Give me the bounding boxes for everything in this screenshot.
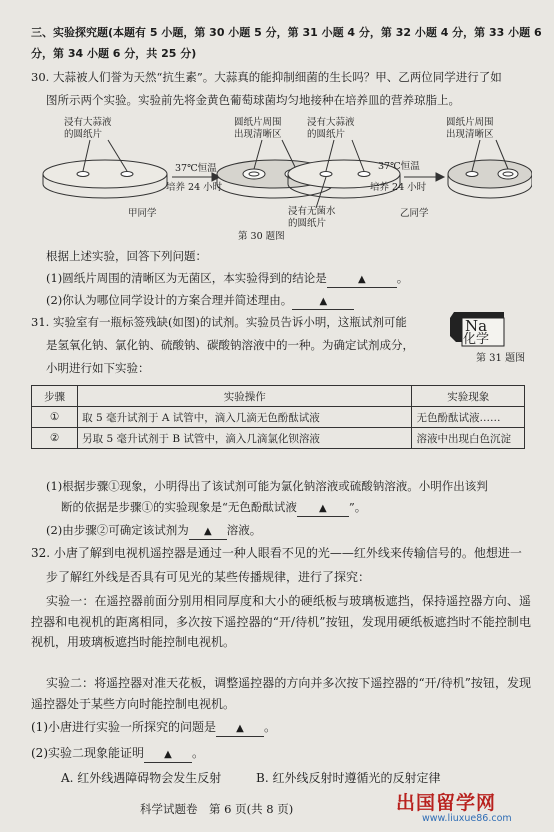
q31-figure-caption: 第 31 题图 — [476, 353, 526, 364]
petri-dish-icon — [288, 140, 400, 208]
q30-sub1: (1)圆纸片周围的清晰区为无菌区，本实验得到的结论是 ▲ 。 — [46, 271, 408, 288]
q30-figure-caption: 第 30 题图 — [238, 231, 285, 242]
q32-experiment-one: 实验一：在遥控器前面分别用相同厚度和大小的硬纸板与玻璃板遮挡，保持遥控器方向、遥控器和电视机的距离相同，多次按下遥控器的“开/待机”按钮，发现用硬纸板遮挡时不能控制电视机，用玻璃板遮挡时能控制电视机。 — [31, 594, 531, 649]
q30-sub2: (2)你认为哪位同学设计的方案合理并简述理由。 ▲ — [46, 293, 354, 310]
q31-stem-line2: 是氢氧化钠、氯化钠、硫酸钠、碳酸钠溶液中的一种。为确定试剂成分， — [46, 338, 414, 352]
label-sterile-water-1: 浸有无菌水 — [288, 206, 336, 217]
watermark-brand: 出国留学网 — [396, 792, 497, 814]
q30-stem-line1: 30. 大蒜被人们誉为天然“抗生素”。大蒜真的能抑制细菌的生长吗？甲、乙两位同学进行了如 — [31, 70, 502, 84]
table-header-cell: 实验现象 — [412, 386, 525, 407]
q30-intro: 根据上述实验，回答下列问题： — [46, 249, 207, 263]
arrow-label-temp-1: 37℃恒温 — [175, 163, 217, 174]
section-header: 三、实验探究题(本题有 5 小题，第 30 小题 5 分，第 31 小题 4 分，第 32 小题 4 分，第 33 小题 6 — [31, 26, 542, 39]
q31-experiment-table — [31, 385, 525, 449]
table-header-cell: 步骤 — [32, 386, 78, 407]
q32-sub2: (2)实验二现象能证明 ▲ 。 — [31, 746, 204, 763]
label-word-fragment: 化学 — [463, 332, 490, 347]
label-clear-zone-1: 圆纸片周围 — [234, 117, 282, 128]
q31-sub1-line1: (1)根据步骤①现象，小明得出了该试剂可能为氯化钠溶液或硫酸钠溶液。小明作出该判 — [46, 479, 488, 493]
q30-stem-line2: 图所示两个实验。实验前先将金黄色葡萄球菌均匀地接种在培养皿的营养琼脂上。 — [46, 93, 460, 107]
q32-experiment-two: 实验二：将遥控器对准天花板，调整遥控器的方向并多次按下遥控器的“开/待机”按钮，发现遥控器处于某些方向时能控制电视机。 — [31, 676, 531, 711]
answer-blank-marker: ▲ — [236, 723, 244, 734]
label-student-a: 甲同学 — [128, 208, 157, 219]
label-formula-fragment: Na — [465, 317, 488, 335]
table-row — [32, 407, 525, 428]
table-header-row — [32, 386, 525, 407]
petri-dish-icon — [43, 140, 167, 198]
q31-sub1-line2: 断的依据是步骤①的实验现象是“无色酚酞试液 ▲ ”。 — [61, 500, 366, 517]
watermark-url: www.liuxue86.com — [422, 813, 512, 824]
label-clear-zone-2b: 出现清晰区 — [446, 129, 494, 140]
table-header-cell: 实验操作 — [78, 386, 412, 407]
label-sterile-water-2: 的圆纸片 — [288, 218, 327, 229]
section-header-cont: 分，第 34 小题 6 分，共 25 分) — [31, 47, 197, 60]
label-garlic-paper-2: 的圆纸片 — [64, 129, 103, 140]
site-watermark — [396, 788, 546, 828]
q32-sub1: (1)小唐进行实验一所探究的问题是 ▲ 。 — [31, 720, 276, 737]
table-cell: 无色酚酞试液…… — [412, 407, 525, 428]
table-cell: ② — [32, 428, 78, 449]
q31-stem-line1: 31. 实验室有一瓶标签残缺(如图)的试剂。实验员告诉小明，这瓶试剂可能 — [31, 315, 407, 329]
table-cell: 溶液中出现白色沉淀 — [412, 428, 525, 449]
label-garlic-paper-1b: 浸有大蒜液 — [307, 117, 355, 128]
table-row — [32, 428, 525, 449]
arrow-label-time-2: 培养 24 小时 — [370, 182, 427, 193]
q31-sub2: (2)由步骤②可确定该试剂为 ▲ 溶液。 — [46, 523, 261, 540]
q32-option-a: A. 红外线遇障碍物会发生反射 — [61, 771, 222, 785]
table-cell: 取 5 毫升试剂于 A 试管中，滴入几滴无色酚酞试液 — [78, 407, 412, 428]
label-garlic-paper-2b: 的圆纸片 — [307, 129, 346, 140]
label-clear-zone-1b: 圆纸片周围 — [446, 117, 494, 128]
answer-blank-marker: ▲ — [357, 274, 366, 285]
q32-option-b: B. 红外线反射时遵循光的反射定律 — [256, 771, 441, 785]
arrow-label-time-1: 培养 24 小时 — [166, 182, 223, 193]
label-student-b: 乙同学 — [400, 208, 429, 219]
label-clear-zone-2: 出现清晰区 — [234, 129, 282, 140]
q31-stem-line3: 小明进行如下实验： — [46, 361, 150, 375]
q32-stem-line1: 32. 小唐了解到电视机遥控器是通过一种人眼看不见的光——红外线来传输信号的。他想进一 — [31, 546, 522, 560]
answer-blank-marker: ▲ — [203, 526, 212, 537]
q32-stem-line2: 步了解红外线是否具有可见光的某些传播规律，进行了探究： — [46, 570, 371, 584]
table-cell: 另取 5 毫升试剂于 B 试管中，滴入几滴氯化钡溶液 — [78, 428, 412, 449]
answer-blank-marker: ▲ — [319, 503, 327, 514]
arrow-label-temp-2: 37℃恒温 — [378, 161, 420, 172]
page-footer: 科学试题卷 第 6 页(共 8 页) — [140, 802, 294, 816]
table-cell: ① — [32, 407, 78, 428]
label-garlic-paper-1: 浸有大蒜液 — [64, 117, 112, 128]
answer-blank-marker: ▲ — [319, 296, 328, 307]
answer-blank-marker: ▲ — [164, 749, 172, 760]
petri-dish-icon — [448, 140, 532, 198]
